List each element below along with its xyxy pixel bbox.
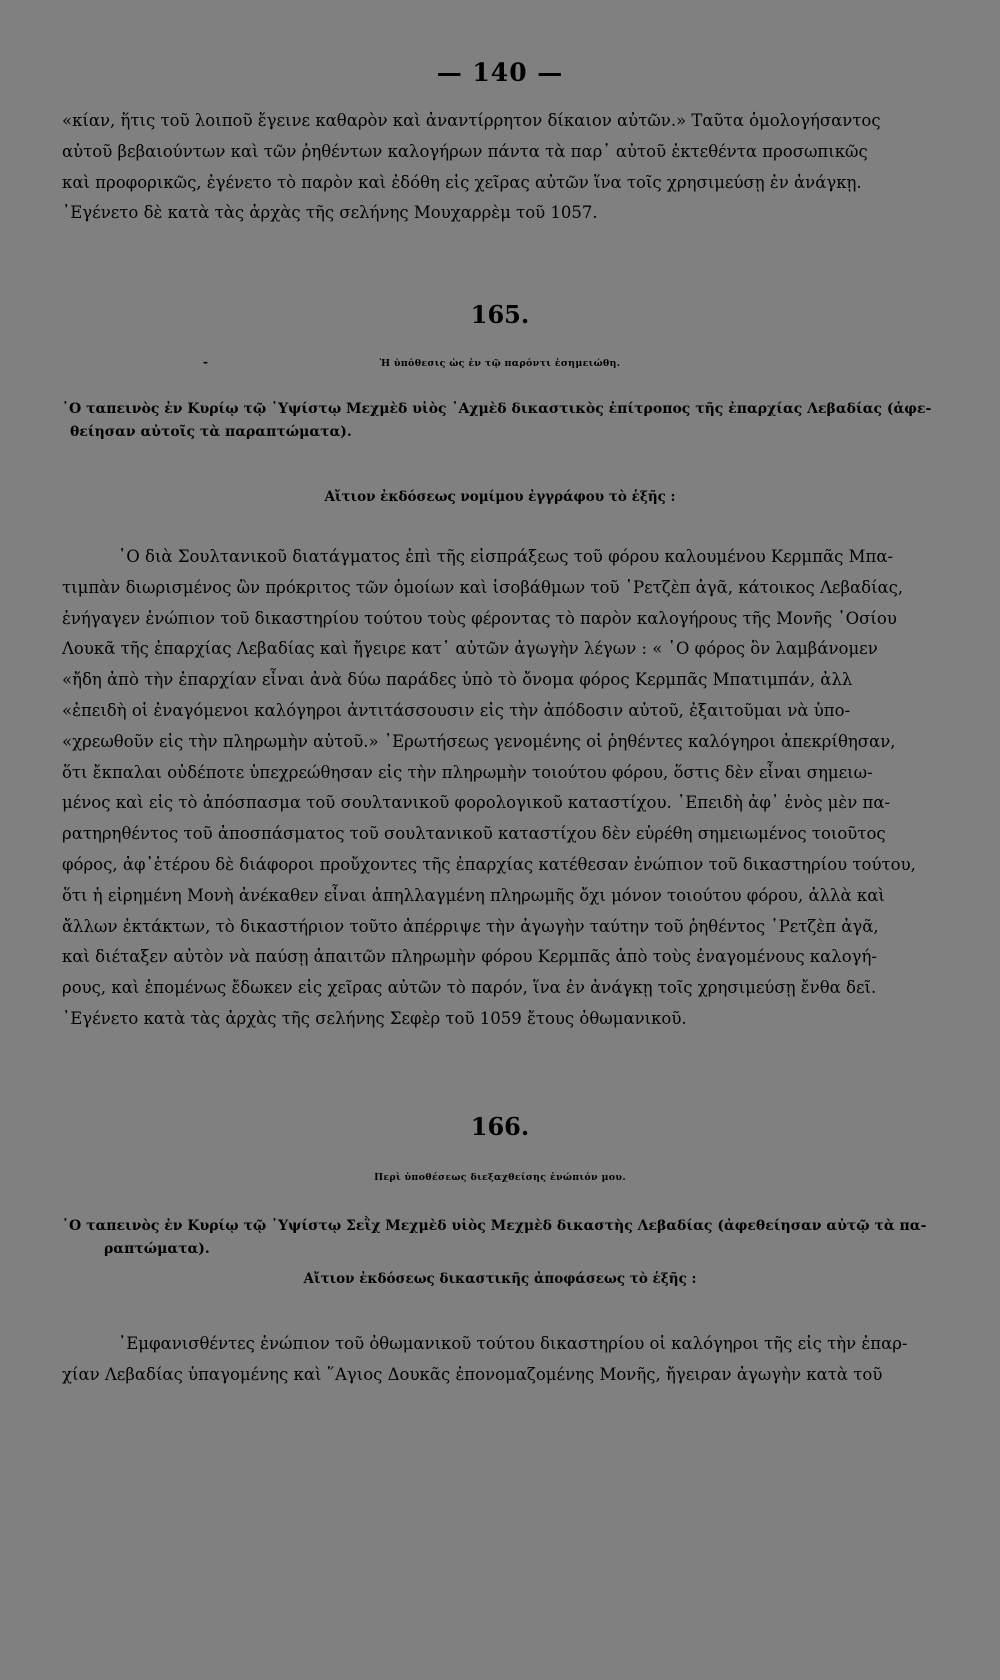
text-line: ᾽Εγένετο δὲ κατὰ τὰς ἀρχὰς τῆς σελήνης Μουχαρρὲμ τοῦ 1057. [62,203,598,223]
text-line: «χρεωθοῦν εἰς τὴν πληρωμὴν αὐτοῦ.» ᾽Ερωτήσεως γενομένης οἱ ῥηθέντες καλόγηροι ἀπεκρίθησαν, [62,731,896,751]
text-line: τιμπὰν διωρισμένος ὢν πρόκριτος τῶν ὁμοίων καὶ ἰσοβάθμων τοῦ ῾Ρετζὲπ ἀγᾶ, κάτοικος Λεβαδίας, [62,577,904,597]
document-number-165: 165. [470,300,530,329]
text-line: ᾽Εμφανισθέντες ἐνώπιον τοῦ ὀθωμανικοῦ τούτου δικαστηρίου οἱ καλόγηροι τῆς εἰς τὴν ἐπαρ- [118,1334,908,1353]
text-line: «ἐπειδὴ οἱ ἐναγόμενοι καλόγηροι ἀντιτάσσουσιν εἰς τὴν ἀπόδοσιν αὐτοῦ, ἐξαιτοῦμαι νὰ ὑπο- [62,700,851,720]
document-subtitle-165: Ἡ ὑπόθεσις ὡς ἐν τῷ παρόντι ἐσημειώθη. [379,358,621,369]
text-line: ἐνήγαγεν ἐνώπιον τοῦ δικαστηρίου τούτου τοὺς φέροντας τὸ παρὸν καλογήρους τῆς Μονῆς ῾Οσίου [62,608,897,628]
text-line: θείησαν αὐτοῖς τὰ παραπτώματα). [70,424,352,440]
text-line: ρατηρηθέντος τοῦ ἀποσπάσματος τοῦ σουλτανικοῦ καταστίχου δὲν εὑρέθη σημειωμένος τοιοῦτος [62,824,886,844]
text-line: αὐτοῦ βεβαιούντων καὶ τῶν ῥηθέντων καλογήρων πάντα τὰ παρ᾽ αὐτοῦ ἐκτεθέντα προσωπικῶς [62,141,868,161]
text-line: καὶ διέταξεν αὐτὸν νὰ παύσῃ ἀπαιτῶν πληρωμὴν φόρου Κερμπᾶς ἀπὸ τοὺς ἐναγομένους καλογή- [62,947,877,967]
preamble-166 [62,1215,942,1261]
preamble-165 [62,398,942,444]
text-line: ῾Ο ταπεινὸς ἐν Κυρίῳ τῷ ῾Υψίστῳ Σεῒχ Μεχμὲδ υἱὸς Μεχμὲδ δικαστὴς Λεβαδίας (ἀφεθείησαν αὐτῷ τὰ πα- [62,1218,927,1234]
text-line: ἄλλων ἐκτάκτων, τὸ δικαστήριον τοῦτο ἀπέρριψε τὴν ἀγωγὴν ταύτην τοῦ ῥηθέντος ῾Ρετζὲπ ἀγᾶ, [62,916,879,936]
text-line: ῾Ο ταπεινὸς ἐν Κυρίῳ τῷ ῾Υψίστῳ Μεχμὲδ υἱὸς ᾽Αχμὲδ δικαστικὸς ἐπίτροπος τῆς ἐπαρχίας Λεβαδίας (ἀφε- [62,401,932,417]
body-165 [62,542,942,1035]
margin-mark: - [203,355,208,369]
document-subtitle-166: Περὶ ὑποθέσεως διεξαχθείσης ἐνώπιόν μου. [374,1172,626,1183]
text-line: «κίαν, ἥτις τοῦ λοιποῦ ἔγεινε καθαρὸν καὶ ἀναντίρρητον δίκαιον αὐτῶν.» Ταῦτα ὁμολογήσαντος [62,111,881,130]
text-line: «ἤδη ἀπὸ τὴν ἐπαρχίαν εἶναι ἀνὰ δύω παράδες ὑπὸ τὸ ὄνομα φόρος Κερμπᾶς Μπατιμπάν, ἀλλ [62,670,853,690]
text-line: φόρος, ἀφ᾽ἑτέρου δὲ διάφοροι προὔχοντες τῆς ἐπαρχίας κατέθεσαν ἐνώπιον τοῦ δικαστηρίου τούτου, [62,854,916,874]
text-line: καὶ προφορικῶς, ἐγένετο τὸ παρὸν καὶ ἐδόθη εἰς χεῖρας αὐτῶν ἵνα τοῖς χρησιμεύσῃ ἐν ἀνάγκῃ. [62,172,862,192]
text-line: ρους, καὶ ἑπομένως ἔδωκεν εἰς χεῖρας αὐτῶν τὸ παρόν, ἵνα ἐν ἀνάγκῃ τοῖς χρησιμεύσῃ ἔνθα δεῖ. [62,978,877,998]
text-line: μένος καὶ εἰς τὸ ἀπόσπασμα τοῦ σουλτανικοῦ φορολογικοῦ καταστίχου. ᾽Επειδὴ ἀφ᾽ ἑνὸς μὲν πα- [62,793,891,813]
document-number-166: 166. [470,1112,530,1141]
body-166 [62,1329,942,1391]
text-line: ᾽Εγένετο κατὰ τὰς ἀρχὰς τῆς σελήνης Σεφὲρ τοῦ 1059 ἔτους ὀθωμανικοῦ. [62,1008,687,1028]
section-heading-166: Αἴτιον ἐκδόσεως δικαστικῆς ἀποφάσεως τὸ ἑξῆς : [303,1271,697,1287]
text-line: ραπτώματα). [104,1241,210,1257]
text-line: ὅτι ἔκπαλαι οὐδέποτε ὑπεχρεώθησαν εἰς τὴν πληρωμὴν τοιούτου φόρου, ὅστις δὲν εἶναι σημειω- [62,762,873,782]
text-line: χίαν Λεβαδίας ὑπαγομένης καὶ ῞Αγιος Δουκᾶς ἐπονομαζομένης Μονῆς, ἤγειραν ἀγωγὴν κατὰ τοῦ [62,1364,883,1384]
text-line: ὅτι ἡ εἰρημένη Μονὴ ἀνέκαθεν εἶναι ἀπηλλαγμένη πληρωμῆς ὄχι μόνον τοιούτου φόρου, ἀλλὰ καὶ [62,885,885,905]
section-heading-165: Αἴτιον ἐκδόσεως νομίμου ἐγγράφου τὸ ἑξῆς : [324,489,676,505]
text-line: ῾Ο διὰ Σουλτανικοῦ διατάγματος ἐπὶ τῆς εἰσπράξεως τοῦ φόρου καλουμένου Κερμπᾶς Μπα- [118,547,894,566]
intro-paragraph [62,106,942,229]
page-number: — 140 — [436,58,564,87]
text-line: Λουκᾶ τῆς ἐπαρχίας Λεβαδίας καὶ ἤγειρε κατ᾽ αὐτῶν ἀγωγὴν λέγων : « ῾Ο φόρος ὃν λαμβάνομεν [62,639,878,659]
